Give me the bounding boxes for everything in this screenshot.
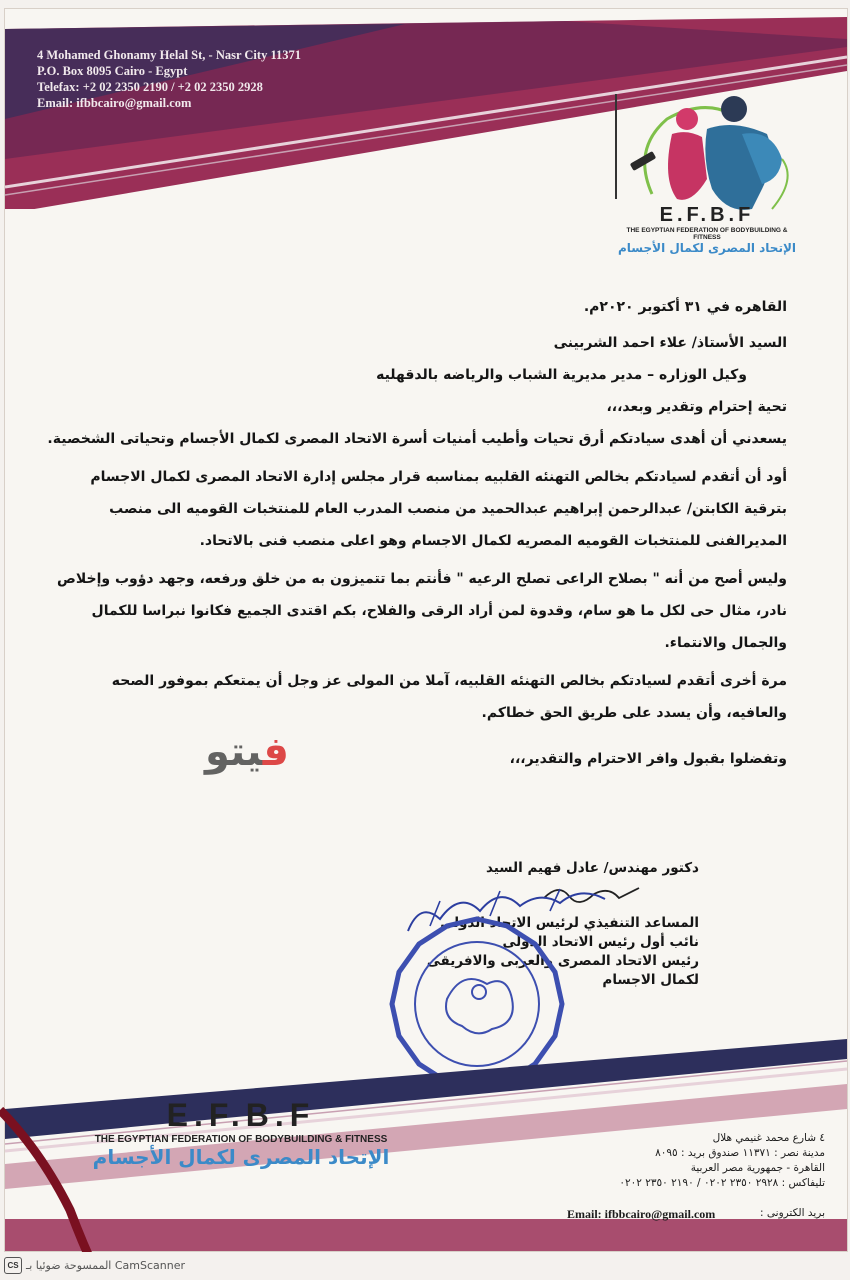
efbf-logo-text [612, 204, 802, 255]
watermark-logo [205, 729, 289, 775]
signature-role-3: رئيس الاتحاد المصرى والعربى والافريقى [426, 953, 699, 969]
header-contact-block [37, 47, 301, 111]
camscanner-logo-icon: CS [4, 1257, 22, 1274]
signature-role-1: المساعد التنفيذي لرئيس الاتحاد الدولى [440, 915, 699, 931]
watermark-part-1: ف [262, 729, 289, 775]
footer-logo-arabic-name: الإتحاد المصرى لكمال الأجسام [92, 1145, 390, 1169]
scanner-bar [0, 1252, 850, 1280]
letter-date: القاهره في ٣١ أكتوبر ٢٠٢٠م. [583, 299, 787, 315]
footer-address-line2: مدينة نصر : ١١٣٧١ صندوق بريد : ٨٠٩٥ [655, 1147, 825, 1159]
letter-paragraph-2: أود أن أتقدم لسيادتكم بخالص التهنئه القلبيه بمناسبه قرار مجلس إدارة الاتحاد المصرى لكمال الاجسام بترقية الكابتن/ عبدالرحمن إبراهيم عبدالحميد من منصب المدرب العام للمنتخبات القوميه الى منصب المديرالفنى للمنتخبات القوميه المصريه لكمال الاجسام وهو اعلى منصب فنى بالاتحاد. [90, 469, 787, 549]
logo-abbr: E.F.B.F [659, 204, 755, 226]
footer-email-label: بريد الكترونى : [760, 1207, 825, 1219]
header-email: Email: ifbbcairo@gmail.com [37, 96, 192, 110]
watermark-part-2: يتو [205, 729, 263, 775]
letter-page [4, 8, 848, 1252]
header-telefax: Telefax: +2 02 2350 2190 / +2 02 2350 2928 [37, 80, 263, 94]
letter-paragraph-4: مرة أخرى أتقدم لسيادتكم بخالص التهنئه القلبيه، آملا من المولى عز وجل أن يمتعكم بموفور الصحه والعافيه، وأن يسدد على طريق الحق خطاكم. [111, 673, 787, 721]
letter-paragraph-1: يسعدني أن أهدى سيادتكم أرق تحيات وأطيب أمنيات أسرة الاتحاد المصرى لكمال الأجسام وتحياتى الشخصية. [47, 431, 787, 447]
signature-role-2: نائب أول رئيس الاتحاد الدولى [502, 934, 699, 950]
header-address-line1: 4 Mohamed Ghonamy Helal St, - Nasr City 11371 [37, 48, 302, 62]
footer-logo-abbr: E.F.B.F [166, 1097, 316, 1133]
footer-address-line1: ٤ شارع محمد غنيمي هلال [712, 1132, 825, 1144]
signature-role-4: لكمال الاجسام [602, 972, 699, 988]
letter-recipient: السيد الأستاذ/ علاء احمد الشربينى [553, 335, 787, 351]
letter-body [47, 291, 787, 775]
logo-arabic-name: الإتحاد المصرى لكمال الأجسام [617, 241, 796, 255]
footer-address-line3: القاهرة - جمهورية مصر العربية [690, 1162, 825, 1174]
signature-name: دكتور مهندس/ عادل فهيم السيد [486, 860, 699, 876]
footer-arabic-address [619, 1131, 825, 1191]
letter-recipient-title: وكيل الوزاره – مدير مديرية الشباب والرياضه بالدقهليه [376, 367, 747, 383]
footer-telefax: تليفاكس : ٢٩٢٨ ٢٣٥٠ ٠٢٠٢ / ٢١٩٠ ٢٣٥٠ ٠٢٠٢ [619, 1177, 825, 1189]
footer-logo [81, 1097, 401, 1169]
header-address-line2: P.O. Box 8095 Cairo - Egypt [37, 64, 188, 78]
footer-email[interactable]: Email: ifbbcairo@gmail.com [567, 1207, 716, 1221]
letter-paragraph-3: وليس أصح من أنه " بصلاح الراعى تصلح الرعيه " فأنتم بما تتميزون به من خلق ورفعه، وجهد دؤوب وإخلاص نادر، مثال حى لكل ما هو سام، وقدوة لمن أراد الرقى والفلاح، بكم اقتدى الجميع فكانوا نبراسا للكمال والجمال والانتماء. [57, 571, 787, 651]
scanner-text: الممسوحة ضوئيا بـ CamScanner [26, 1259, 185, 1272]
letter-closing: وتفضلوا بقبول وافر الاحترام والتقدير،،، [509, 751, 787, 767]
letter-greeting: تحية إحترام وتقدير وبعد،،، [606, 399, 787, 415]
logo-english-name: THE EGYPTIAN FEDERATION OF BODYBUILDING & FITNESS [626, 227, 788, 241]
footer-logo-english-name: THE EGYPTIAN FEDERATION OF BODYBUILDING & FITNESS [94, 1134, 388, 1145]
